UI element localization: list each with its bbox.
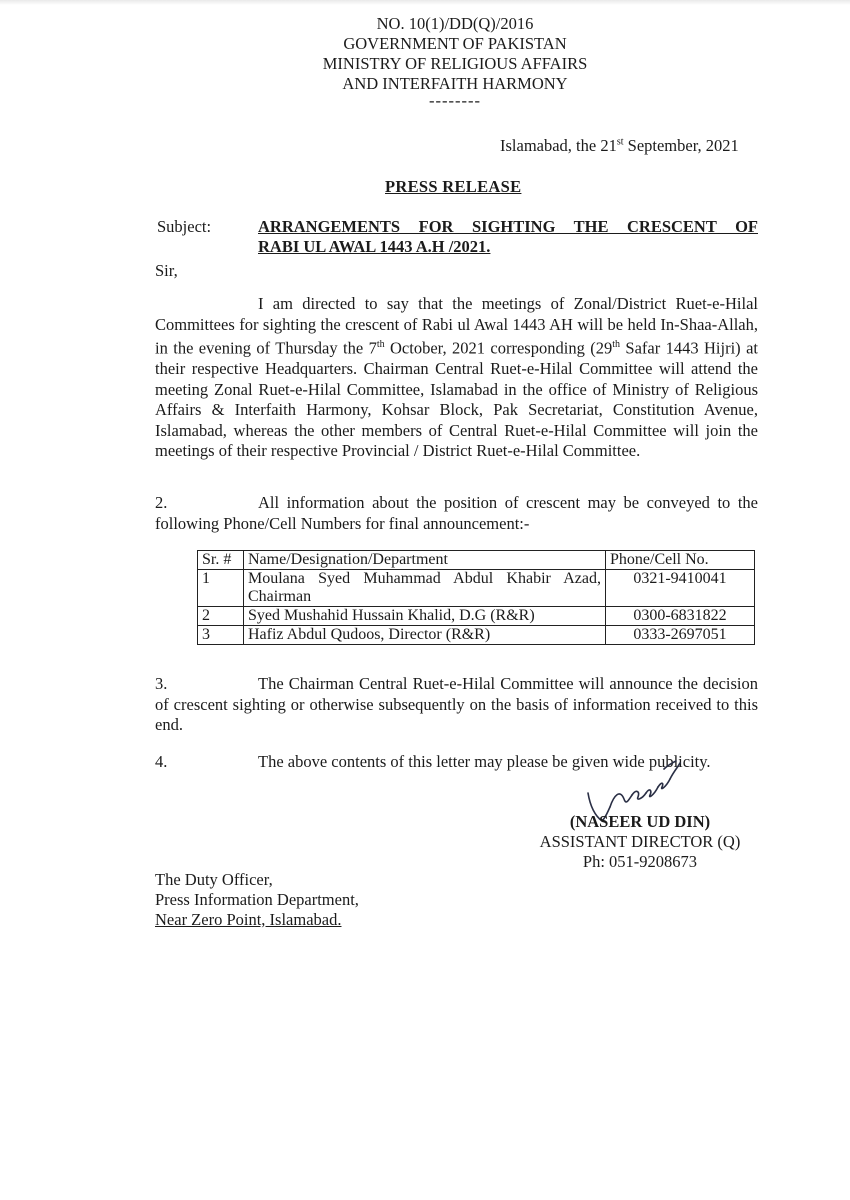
paragraph-2-text: All information about the position of crescent may be conveyed to the following Phone/Cell Numbers for final announcement:-	[155, 493, 758, 533]
document-title: PRESS RELEASE	[385, 177, 522, 196]
paragraph-4-text: The above contents of this letter may please be given wide publicity.	[258, 752, 711, 771]
government-name: GOVERNMENT OF PAKISTAN	[343, 34, 567, 53]
letter-date	[500, 136, 739, 156]
header-separator: --------	[429, 91, 481, 110]
table-row	[198, 570, 755, 607]
signatory-designation: ASSISTANT DIRECTOR (Q)	[539, 832, 741, 851]
addressee-line3: Near Zero Point, Islamabad.	[155, 910, 342, 929]
ministry-name-line1: MINISTRY OF RELIGIOUS AFFAIRS	[322, 54, 588, 73]
table-header-row	[198, 551, 755, 570]
cell-name: Hafiz Abdul Qudoos, Director (R&R)	[244, 626, 606, 645]
signatory-phone: Ph: 051-9208673	[582, 852, 698, 871]
paragraph-3-number: 3.	[155, 674, 168, 693]
letterhead	[0, 14, 850, 108]
cell-phone: 0333-2697051	[606, 626, 755, 645]
cell-serial: 2	[198, 607, 244, 626]
contacts-table	[197, 550, 755, 645]
scan-edge-shadow	[0, 0, 850, 5]
ministry-name-line2: AND INTERFAITH HARMONY	[342, 74, 568, 93]
column-header-serial: Sr. #	[198, 551, 244, 570]
column-header-name: Name/Designation/Department	[244, 551, 606, 570]
date-ordinal: st	[616, 136, 624, 148]
addressee-block	[155, 870, 359, 930]
salutation: Sir,	[155, 261, 178, 280]
cell-serial: 1	[198, 570, 244, 607]
cell-serial: 3	[198, 626, 244, 645]
paragraph-1	[155, 294, 758, 462]
date-rest: September, 2021	[623, 136, 739, 155]
paragraph-2	[155, 493, 758, 534]
cell-name: Moulana Syed Muhammad Abdul Khabir Azad, Chairman	[244, 570, 606, 607]
subject-line2: RABI UL AWAL 1443 A.H /2021.	[258, 237, 491, 256]
signature-block	[520, 812, 760, 872]
paragraph-1-sup2: th	[612, 339, 620, 350]
table-row	[198, 626, 755, 645]
paragraph-3	[155, 674, 758, 736]
paragraph-2-number: 2.	[155, 493, 168, 512]
addressee-line1: The Duty Officer,	[155, 870, 273, 889]
paragraph-1-sup1: th	[376, 339, 385, 350]
cell-name: Syed Mushahid Hussain Khalid, D.G (R&R)	[244, 607, 606, 626]
signatory-name: (NASEER UD DIN)	[569, 812, 711, 831]
subject-label: Subject:	[157, 217, 212, 236]
column-header-phone: Phone/Cell No.	[606, 551, 755, 570]
cell-phone: 0321-9410041	[606, 570, 755, 607]
paragraph-1-part1: I am directed to say that the meetings of Zonal/District Ruet-e-Hilal Committees for sighting the crescent of Rabi ul Awal 1443 AH will be held In-Shaa-Allah, in the evening of Thursday the 7	[155, 294, 758, 358]
subject-line1: ARRANGEMENTS FOR SIGHTING THE CRESCENT OF	[258, 217, 758, 236]
date-prefix: Islamabad, the 21	[500, 136, 617, 155]
paragraph-1-part2: October, 2021 corresponding (29	[384, 338, 613, 358]
paragraph-3-text: The Chairman Central Ruet-e-Hilal Committee will announce the decision of crescent sighting or otherwise subsequently on the basis of information received to this end.	[155, 674, 758, 734]
addressee-line2: Press Information Department,	[155, 890, 359, 909]
cell-phone: 0300-6831822	[606, 607, 755, 626]
paragraph-4-number: 4.	[155, 752, 168, 771]
reference-number: NO. 10(1)/DD(Q)/2016	[376, 14, 534, 33]
subject-text	[258, 217, 758, 257]
paragraph-1-part3: Safar 1443 Hijri) at their respective Headquarters. Chairman Central Ruet-e-Hilal Committee will attend the meeting Zonal Ruet-e-Hilal Committee, Islamabad in the office of Ministry of Religious Affairs & Interfaith Harmony, Kohsar Block, Pak Secretariat, Constitution Avenue, Islamabad, whereas the other members of Central Ruet-e-Hilal Committee will join the meetings of their respective Provincial / District Ruet-e-Hilal Committee.	[155, 338, 758, 460]
table-row	[198, 607, 755, 626]
